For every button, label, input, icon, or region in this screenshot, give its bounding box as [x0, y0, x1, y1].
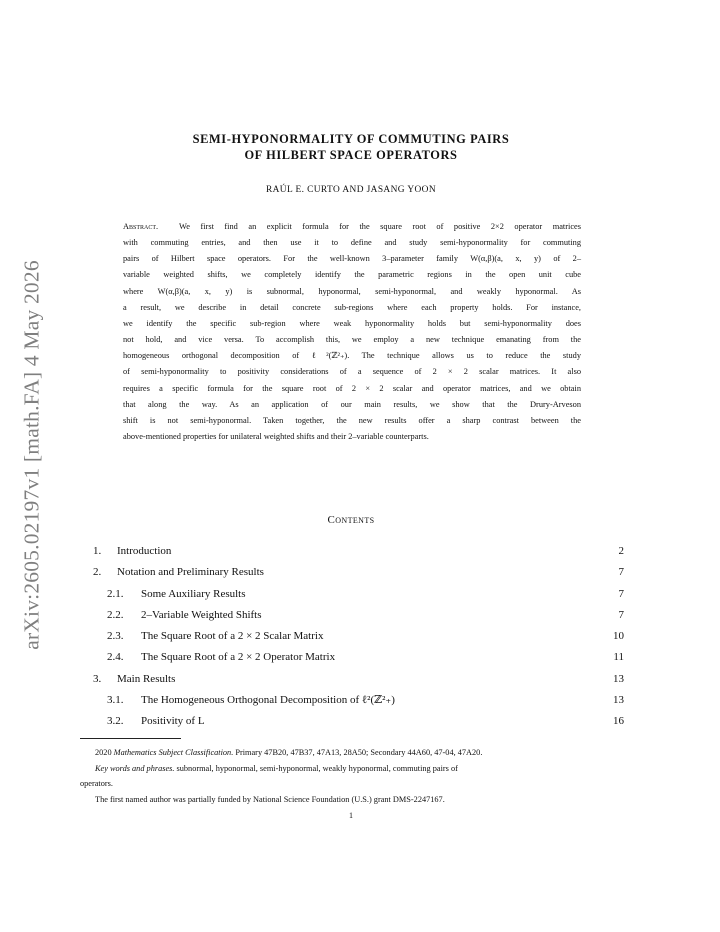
title-line-2: OF HILBERT SPACE OPERATORS — [244, 148, 458, 162]
abstract — [123, 219, 581, 445]
toc-page: 13 — [613, 694, 624, 707]
toc-label: Notation and Preliminary Results — [117, 566, 264, 579]
toc-label: Main Results — [117, 672, 176, 685]
toc-entry[interactable] — [93, 626, 624, 647]
toc-entry[interactable] — [93, 541, 624, 562]
arxiv-stamp — [8, 250, 56, 660]
toc-entry[interactable] — [93, 562, 624, 583]
abstract-line: variable weighted shifts, we completely identify the parametric regions in the open unit cube — [123, 270, 581, 280]
page-number: 1 — [349, 811, 353, 820]
abstract-line: shift is not semi-hyponormal. Taken together, the new results offer a sharp contrast between the — [123, 415, 581, 425]
toc-entry[interactable] — [93, 669, 624, 690]
keywords-footnote-cont: operators. — [80, 779, 113, 788]
toc-page: 2 — [618, 545, 624, 557]
abstract-line: Abstract. We first find an explicit formula for the square root of positive 2×2 operator matrices — [123, 222, 581, 231]
abstract-line: we identify the specific sub-region where weak hyponormality holds but semi-hyponormality does — [123, 318, 581, 328]
abstract-line: homogeneous orthogonal decomposition of ℓ²(ℤ²₊). The technique allows us to reduce the study — [123, 351, 581, 361]
title-line-1: SEMI-HYPONORMALITY OF COMMUTING PAIRS — [192, 132, 510, 146]
toc-entry[interactable] — [93, 711, 624, 732]
toc-label: Introduction — [117, 545, 172, 557]
toc-number: 2.2. — [107, 608, 124, 621]
toc-number: 2.3. — [107, 630, 124, 643]
toc-label: The Square Root of a 2 × 2 Scalar Matrix — [141, 630, 324, 643]
arxiv-id: arXiv:2605.02197v1 [math.FA] 4 May 2026 — [19, 260, 44, 650]
abstract-line: where W(α,β)(a, x, y) is subnormal, hyponormal, semi-hyponormal, and weakly hyponormal. As — [123, 286, 581, 296]
toc-page: 7 — [618, 587, 624, 600]
abstract-line: not hold, and vice versa. To accomplish this, we employ a new technique emanating from the — [123, 335, 581, 345]
toc-page: 7 — [618, 608, 624, 621]
footnote-rule — [80, 738, 181, 739]
toc-page: 11 — [613, 651, 624, 664]
toc-number: 2. — [93, 566, 102, 579]
toc-page: 7 — [618, 566, 624, 579]
abstract-line: with commuting entries, and then use it to define and study semi-hyponormality for commuting — [123, 238, 581, 248]
toc-number: 2.1. — [107, 587, 124, 600]
abstract-line: that along the way. As an application of our main results, we show that the Drury-Arveson — [123, 399, 581, 409]
toc-number: 3. — [93, 672, 102, 685]
abstract-label: Abstract. — [123, 222, 159, 231]
funding-footnote: The first named author was partially funded by National Science Foundation (U.S.) grant DMS-2247167. — [95, 794, 445, 804]
toc-label: Positivity of L — [141, 715, 205, 728]
abstract-line: of semi-hyponormality to positivity considerations of a sequence of 2 × 2 scalar matrices. It also — [123, 367, 581, 377]
msc-footnote: 2020 Mathematics Subject Classification. Primary 47B20, 47B37, 47A13, 28A50; Secondary 44A60, 47-04, 47A20. — [95, 748, 483, 757]
toc-label: The Square Root of a 2 × 2 Operator Matrix — [141, 651, 336, 664]
toc-entry[interactable] — [93, 605, 624, 626]
paper-title — [100, 131, 602, 163]
toc-label: Some Auxiliary Results — [141, 587, 246, 600]
contents-heading: Contents — [327, 514, 375, 526]
toc-number: 3.2. — [107, 715, 124, 728]
authors: RAÚL E. CURTO AND JASANG YOON — [265, 185, 437, 195]
footnotes — [80, 745, 624, 807]
toc-entry[interactable] — [93, 647, 624, 668]
abstract-line: pairs of Hilbert space operators. For the well-known 3–parameter family W(α,β)(a, x, y) of 2– — [123, 254, 581, 264]
abstract-line: a result, we describe in detail concrete sub-regions where each property holds. For instance, — [123, 302, 581, 312]
abstract-line: requires a specific formula for the square root of 2 × 2 scalar and operator matrices, and we obtain — [123, 383, 581, 393]
toc-page: 16 — [613, 715, 624, 728]
toc-entry[interactable] — [93, 584, 624, 605]
toc-entry[interactable] — [93, 690, 624, 711]
toc-label: The Homogeneous Orthogonal Decomposition of ℓ²(ℤ²₊) — [141, 694, 395, 707]
toc-number: 1. — [93, 545, 102, 557]
keywords-footnote: Key words and phrases. subnormal, hyponormal, semi-hyponormal, weakly hyponormal, commuting pairs of — [95, 763, 458, 773]
toc-page: 10 — [613, 630, 624, 643]
toc-number: 2.4. — [107, 651, 124, 664]
toc-page: 13 — [613, 672, 624, 685]
abstract-line: above-mentioned properties for unilateral weighted shifts and their 2–variable counterparts. — [123, 432, 429, 442]
table-of-contents — [93, 541, 624, 733]
toc-label: 2–Variable Weighted Shifts — [141, 608, 262, 621]
toc-number: 3.1. — [107, 694, 124, 707]
